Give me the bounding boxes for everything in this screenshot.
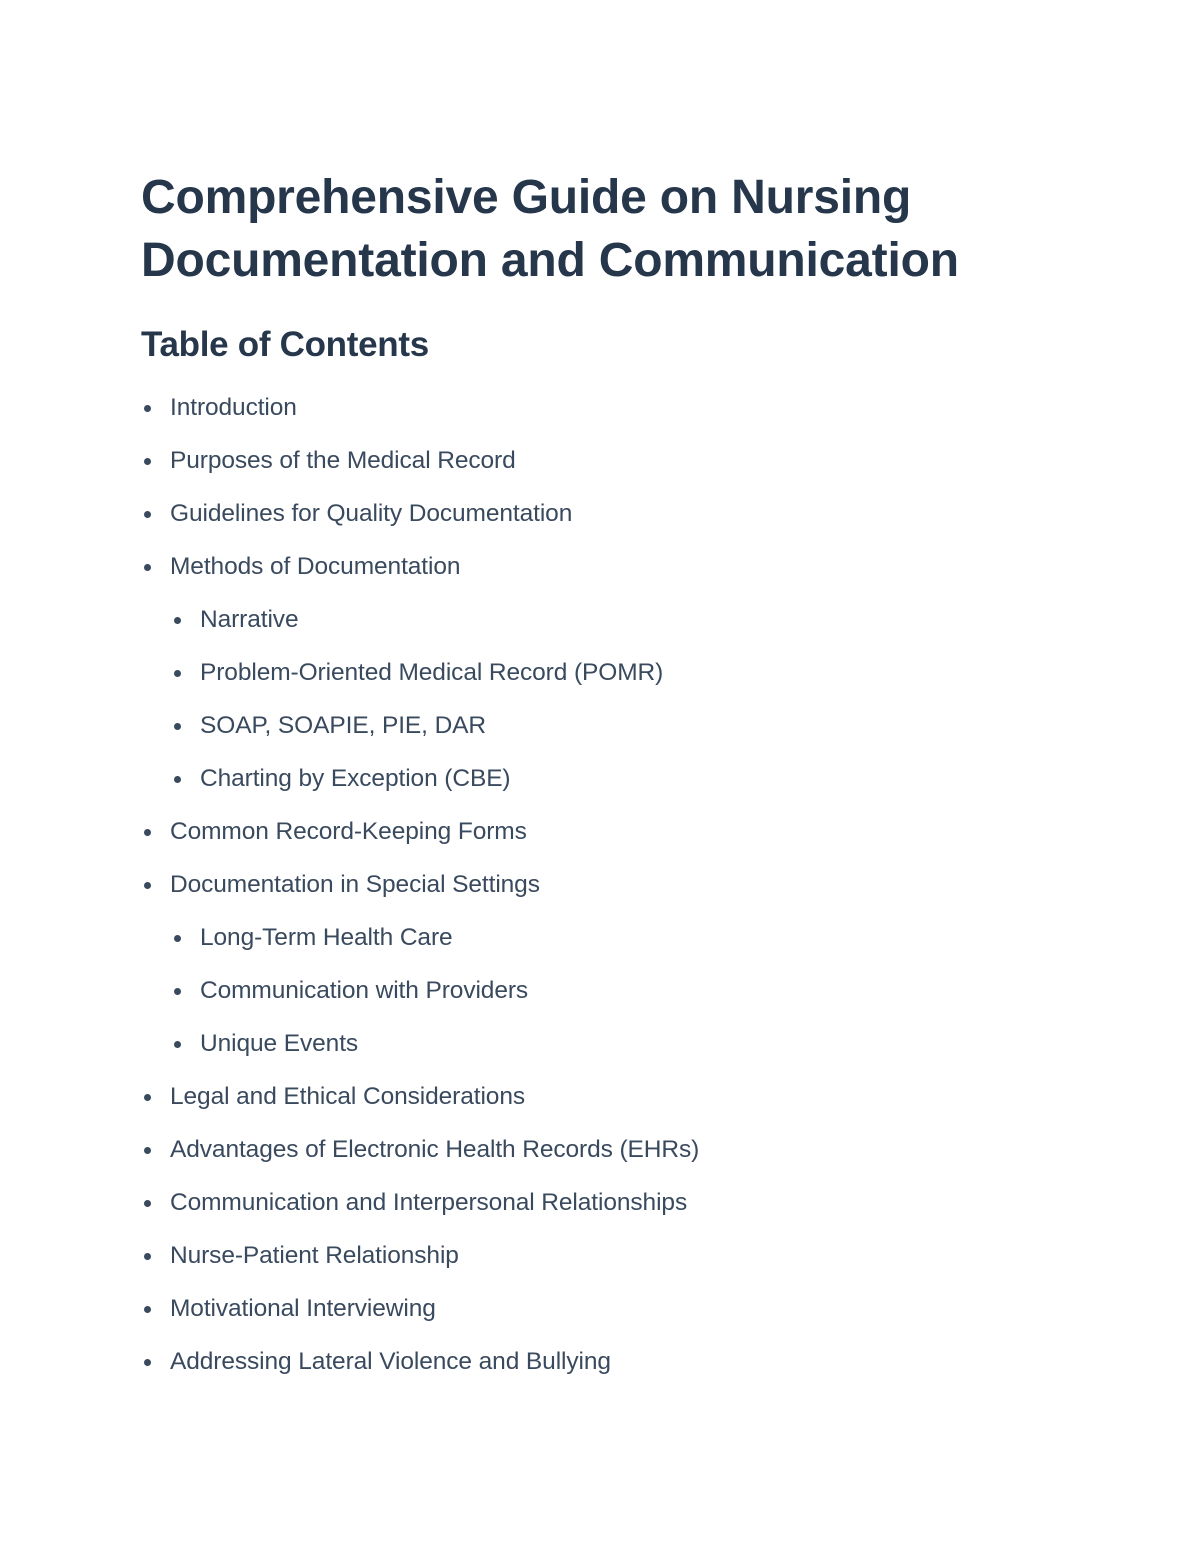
toc-subitem-pomr (141, 658, 1101, 711)
toc-item-communication-relationships (141, 1188, 1101, 1241)
bullet-icon (174, 1041, 181, 1048)
bullet-icon (174, 988, 181, 995)
document-title (141, 166, 1101, 292)
document-title-line-1: Comprehensive Guide on Nursing (141, 171, 912, 224)
toc-subitem-cbe (141, 764, 1101, 817)
toc-item-label: Charting by Exception (CBE) (200, 765, 511, 792)
bullet-icon (144, 1359, 151, 1366)
bullet-icon (174, 776, 181, 783)
bullet-icon (144, 882, 151, 889)
bullet-icon (174, 617, 181, 624)
toc-item-introduction (141, 393, 1101, 446)
bullet-icon (144, 564, 151, 571)
bullet-icon (174, 723, 181, 730)
toc-item-purposes (141, 446, 1101, 499)
toc-item-label: Addressing Lateral Violence and Bullying (170, 1348, 611, 1375)
toc-subitem-narrative (141, 605, 1101, 658)
bullet-icon (144, 829, 151, 836)
toc-item-lateral-violence (141, 1347, 1101, 1400)
toc-item-label: SOAP, SOAPIE, PIE, DAR (200, 712, 487, 739)
bullet-icon (144, 511, 151, 518)
toc-item-label: Legal and Ethical Considerations (170, 1083, 526, 1110)
toc-item-label: Guidelines for Quality Documentation (170, 500, 573, 527)
toc-item-record-keeping-forms (141, 817, 1101, 870)
toc-item-label: Long-Term Health Care (200, 924, 453, 951)
toc-item-nurse-patient (141, 1241, 1101, 1294)
bullet-icon (174, 935, 181, 942)
bullet-icon (144, 1306, 151, 1313)
toc-item-label: Introduction (170, 394, 297, 421)
bullet-icon (144, 458, 151, 465)
bullet-icon (144, 1147, 151, 1154)
toc-subitem-unique-events (141, 1029, 1101, 1082)
toc-item-special-settings (141, 870, 1101, 923)
toc-item-legal-ethical (141, 1082, 1101, 1135)
toc-item-label: Narrative (200, 606, 299, 633)
toc-item-label: Documentation in Special Settings (170, 871, 540, 898)
bullet-icon (144, 1253, 151, 1260)
toc-subitem-communication-providers (141, 976, 1101, 1029)
toc-item-label: Motivational Interviewing (170, 1295, 436, 1322)
toc-item-label: Communication with Providers (200, 977, 529, 1004)
toc-item-label: Methods of Documentation (170, 553, 461, 580)
bullet-icon (144, 405, 151, 412)
toc-item-label: Nurse-Patient Relationship (170, 1242, 459, 1269)
document-page (141, 166, 1101, 1400)
toc-item-motivational-interviewing (141, 1294, 1101, 1347)
toc-item-label: Problem-Oriented Medical Record (POMR) (200, 659, 664, 686)
toc-subitem-long-term-care (141, 923, 1101, 976)
toc-heading: Table of Contents (141, 325, 429, 364)
toc-item-label: Advantages of Electronic Health Records (EHRs) (170, 1136, 700, 1163)
toc-subitem-soap (141, 711, 1101, 764)
toc-item-label: Common Record-Keeping Forms (170, 818, 527, 845)
toc-item-label: Unique Events (200, 1030, 359, 1057)
bullet-icon (144, 1200, 151, 1207)
bullet-icon (174, 670, 181, 677)
bullet-icon (144, 1094, 151, 1101)
toc-item-guidelines (141, 499, 1101, 552)
document-title-line-2: Documentation and Communication (141, 234, 959, 287)
toc-item-ehr-advantages (141, 1135, 1101, 1188)
toc-item-label: Communication and Interpersonal Relationships (170, 1189, 688, 1216)
toc-item-label: Purposes of the Medical Record (170, 447, 516, 474)
table-of-contents (141, 393, 1101, 1400)
toc-item-methods (141, 552, 1101, 605)
